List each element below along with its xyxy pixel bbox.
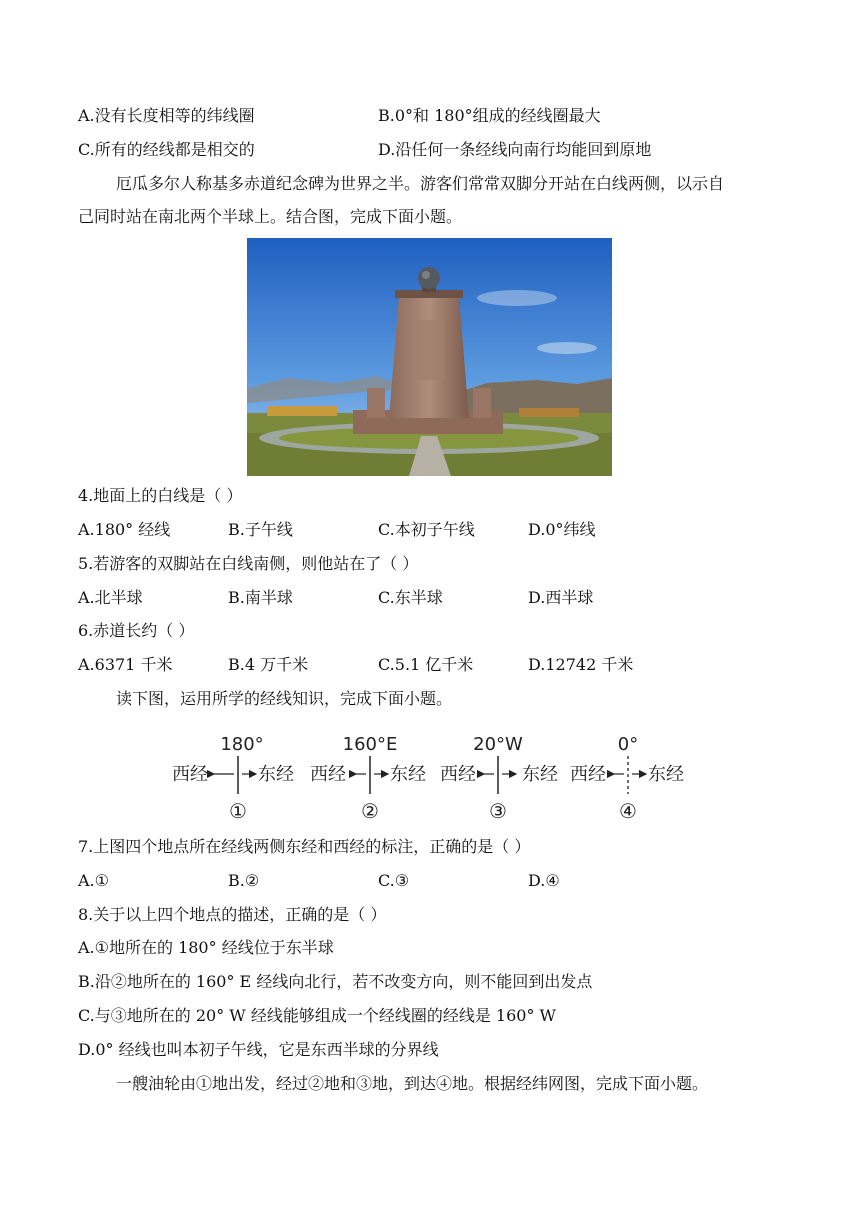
passage-text: 读下图，运用所学的经线知识，完成下面小题。 bbox=[116, 689, 453, 708]
option-d: D.0° 经线也叫本初子午线，它是东西半球的分界线 bbox=[78, 1040, 439, 1059]
option-a: A.北半球 bbox=[78, 588, 143, 607]
option-c: C.与③地所在的 20° W 经线能够组成一个经线圈的经线是 160° W bbox=[78, 1006, 556, 1025]
option-b: B.② bbox=[228, 871, 260, 890]
option-a: A.6371 千米 bbox=[78, 655, 173, 674]
meridian-label: 20°W bbox=[473, 734, 523, 755]
west-label: 西经 bbox=[570, 764, 606, 785]
marker-4: ④ bbox=[619, 799, 637, 823]
option-c: C.③ bbox=[378, 871, 410, 890]
passage-text: 厄瓜多尔人称基多赤道纪念碑为世界之半。游客们常常双脚分开站在白线两侧，以示自 bbox=[116, 174, 725, 193]
option-c: C.东半球 bbox=[378, 588, 443, 607]
option-d: D.沿任何一条经线向南行均能回到原地 bbox=[378, 140, 652, 159]
option-d: D.④ bbox=[528, 871, 560, 890]
question-stem: 4.地面上的白线是（ ） bbox=[78, 486, 243, 505]
west-label: 西经 bbox=[172, 764, 208, 785]
option-b: B.南半球 bbox=[228, 588, 293, 607]
meridian-label: 0° bbox=[617, 734, 639, 755]
marker-3: ③ bbox=[489, 799, 507, 823]
option-c: C.5.1 亿千米 bbox=[378, 655, 474, 674]
option-d: D.12742 千米 bbox=[528, 655, 634, 674]
equator-monument-photo bbox=[247, 238, 612, 476]
option-b: B.4 万千米 bbox=[228, 655, 309, 674]
east-label: 东经 bbox=[258, 764, 294, 785]
west-label: 西经 bbox=[440, 764, 476, 785]
option-c: C.所有的经线都是相交的 bbox=[78, 140, 255, 159]
east-label: 东经 bbox=[390, 764, 426, 785]
west-label: 西经 bbox=[310, 764, 346, 785]
option-a: A.① bbox=[78, 871, 109, 890]
option-b: B.沿②地所在的 160° E 经线向北行，若不改变方向，则不能回到出发点 bbox=[78, 972, 593, 991]
east-label: 东经 bbox=[522, 764, 558, 785]
option-d: D.0°纬线 bbox=[528, 520, 596, 539]
passage-text: 一艘油轮由①地出发，经过②地和③地，到达④地。根据经纬网图，完成下面小题。 bbox=[116, 1074, 709, 1093]
option-d: D.西半球 bbox=[528, 588, 594, 607]
meridian-figure bbox=[170, 730, 700, 830]
option-c: C.本初子午线 bbox=[378, 520, 475, 539]
meridian-label: 180° bbox=[220, 734, 264, 755]
marker-1: ① bbox=[229, 799, 247, 823]
option-a: A.没有长度相等的纬线圈 bbox=[78, 106, 255, 125]
passage-text: 己同时站在南北两个半球上。结合图，完成下面小题。 bbox=[78, 207, 463, 226]
option-a: A.①地所在的 180° 经线位于东半球 bbox=[78, 938, 334, 957]
marker-2: ② bbox=[361, 799, 379, 823]
question-stem: 8.关于以上四个地点的描述，正确的是（ ） bbox=[78, 905, 387, 924]
question-stem: 5.若游客的双脚站在白线南侧，则他站在了（ ） bbox=[78, 554, 419, 573]
question-stem: 7.上图四个地点所在经线两侧东经和西经的标注，正确的是（ ） bbox=[78, 837, 531, 856]
option-a: A.180° 经线 bbox=[78, 520, 171, 539]
question-stem: 6.赤道长约（ ） bbox=[78, 621, 195, 640]
meridian-label: 160°E bbox=[342, 734, 398, 755]
option-b: B.子午线 bbox=[228, 520, 293, 539]
option-b: B.0°和 180°组成的经线圈最大 bbox=[378, 106, 601, 125]
east-label: 东经 bbox=[648, 764, 684, 785]
